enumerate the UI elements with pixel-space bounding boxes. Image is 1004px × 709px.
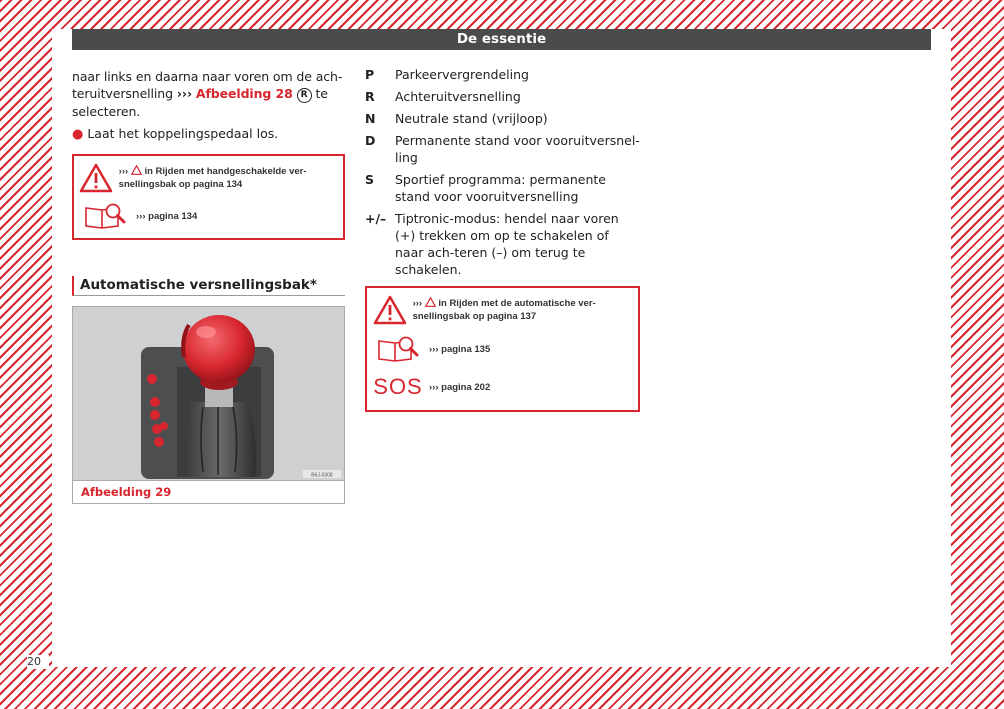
definition-item: D Permanente stand voor vooruitversnel-ling bbox=[365, 133, 640, 165]
left-column bbox=[72, 68, 345, 504]
bullet-dot-icon: ● bbox=[72, 127, 84, 142]
definition-item: S Sportief programma: permanente stand voor vooruitversnelling bbox=[365, 172, 606, 204]
intro-paragraph bbox=[72, 68, 345, 120]
definition-item: +/– Tiptronic-modus: hendel naar voren (+) trekken om op te schakelen of naar ach-teren (–) om terug te schakelen. bbox=[365, 211, 619, 277]
sos-icon: SOS bbox=[373, 374, 423, 399]
book-reference[interactable]: ››› pagina 135 bbox=[429, 343, 491, 355]
figure-caption: Afbeelding 29 bbox=[73, 480, 344, 503]
figure-code: B6J-0308 bbox=[311, 472, 333, 479]
book-reference[interactable]: ››› pagina 134 bbox=[136, 210, 198, 222]
sos-reference[interactable]: ››› pagina 202 bbox=[429, 381, 491, 393]
gear-selector-illustration bbox=[73, 307, 344, 480]
book-magnifier-icon bbox=[74, 202, 136, 230]
warning-box-manual bbox=[72, 154, 345, 240]
warning-box-automatic bbox=[365, 286, 640, 412]
warning-text[interactable]: ››› in Rijden met de automatische ver-snellingsbak op pagina 137 bbox=[412, 298, 596, 322]
page-number: 20 bbox=[27, 655, 49, 669]
section-title: Automatische versnellingsbak* bbox=[72, 276, 345, 296]
right-column bbox=[365, 66, 640, 412]
definition-item: P Parkeervergrendeling bbox=[365, 67, 529, 82]
circled-r-icon: R bbox=[297, 88, 312, 103]
figure-link[interactable]: Afbeelding 28 bbox=[195, 86, 293, 101]
book-magnifier-icon bbox=[367, 335, 429, 363]
definition-list bbox=[365, 66, 640, 278]
warning-triangle-icon bbox=[367, 295, 413, 325]
chevron-icon: ››› bbox=[176, 86, 192, 101]
intro-text: naar links en daarna naar voren om de ach-teruitversnelling bbox=[72, 69, 343, 101]
bullet-text: Laat het koppelingspedaal los. bbox=[87, 126, 279, 141]
warning-triangle-icon bbox=[74, 163, 119, 193]
page-header: De essentie bbox=[72, 29, 931, 50]
bullet-item bbox=[72, 125, 345, 143]
intro-text-end: te selecteren. bbox=[72, 86, 328, 119]
warning-text[interactable]: ››› in Rijden met handgeschakelde ver-snellingsbak op pagina 134 bbox=[118, 166, 307, 190]
definition-item: R Achteruitversnelling bbox=[365, 89, 521, 104]
figure-29 bbox=[72, 306, 345, 504]
definition-item: N Neutrale stand (vrijloop) bbox=[365, 111, 548, 126]
